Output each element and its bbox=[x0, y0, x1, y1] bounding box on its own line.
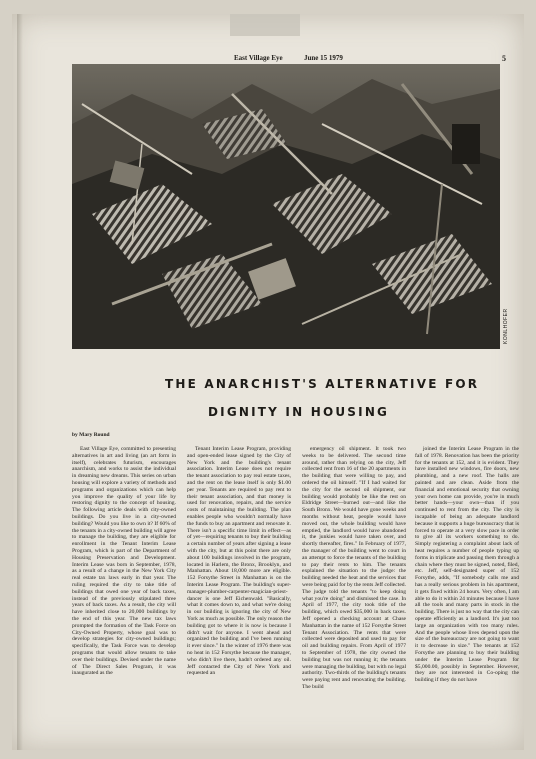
column-1-text: East Village Eye, committed to presenting alternatives in art and living (an art form in itself), celebrates futurism, encourages anarchism, and works to assist the individual in dreaming new dreams. This series on urban housing will explore a variety of methods and programs and organizations which can help you improve the quality of your life by restoring dignity to the concept of housing. The following article deals with city-owned buildings. Do you live in a city-owned building? Would you like to own it? If 60% of the tenants in a city-owned building will agree to manage the building, they are eligible for enrollment in the Tenant Interim Lease Program, which is part of the Department of Housing Preservation and Development. Interim Lease was born in September, 1978, as a result of a change in the New York City real estate tax laws early in that year. The ruling required the city to take title of buildings that owed one year of back taxes, instead of the previously stipulated three years of back taxes. As a result, the city will have inherited close to 20,000 buildings by the end of this year. The new tax laws prompted the formation of the Task Force on City-Owned Property, whose goal was to develop strategies for city-owned buildings; specifically, the Task Force was to develop programs that would allow tenants to take over their buildings. Devised under the name of The Direct Sales Program, it was inaugurated as the bbox=[72, 446, 176, 677]
newspaper-page bbox=[12, 14, 524, 750]
article-column-4 bbox=[415, 446, 519, 684]
tape-strip bbox=[230, 14, 300, 36]
byline: by Mary Round bbox=[72, 432, 110, 438]
column-2-text: Tenant Interim Lease Program, providing and open-ended lease signed by the City of New York and the building's tenant association. Interim Lease does not require the tenant association to pay real estate taxes, and the rent on the lease itself is only $1.00 per year. Tenants are required to pay rent to their tenant association, and that money is used for renovation, repairs, and the service costs of maintaining the building. The plan enables people who wouldn't normally have the funds to buy an apartment and renovate it. There isn't a specific time limit in effect—as of yet—requiring tenants to buy their building a certain number of years after signing a lease with the city, but at this point there are only about 100 buildings involved in the program, located in Harlem, the Bronx, Brooklyn, and Manhattan. About 18,000 more are eligible. 152 Forsythe Street in Manhattan is on the Interim Lease Program. The building's super-manager-plumber-carpenter-magician-priest-dancer is one Jeff Eichenwald. "Basically, what it comes down to, and what we're doing in our building is ignoring the city of New York as much as possible. The only reason the building got to where it is now is because I didn't wait for anyone. I went ahead and organized the building and I've been running it ever since." In the winter of 1976 there was no heat in 152 Forsythe because the manager, who didn't live there, hadn't ordered any oil. Jeff contacted the City of New York and requested an bbox=[187, 446, 291, 677]
rubble-photo-graphic bbox=[72, 64, 500, 349]
article-column-1 bbox=[72, 446, 176, 677]
page-edge-shadow bbox=[17, 14, 23, 750]
publication-name: East Village Eye bbox=[234, 54, 283, 62]
headline-line-1: THE ANARCHIST'S ALTERNATIVE FOR bbox=[165, 377, 480, 391]
rubble-photo bbox=[72, 64, 500, 349]
article-column-3 bbox=[302, 446, 406, 691]
column-3-text: emergency oil shipment. It took two weeks to be delivered. The second time around, rather than relying on the city, Jeff collected rent from 16 of the 20 apartments in the building that were willing to pay, and ordered the oil himself. "If I had waited for the city for the second oil shipment, our building would probably be like the rest on Eldridge Street—burned out—and like the South Bronx. We would have gone weeks and months without heat, people would have moved out, the whole building would have emptied, the landlord would have abandoned it, the junkies would have taken over, and shortly thereafter, fires." In February of 1977, the manager of the building went to court in an attempt to force the tenants of the building to pay their rents to him. The tenants explained the situation to the judge: the building needed the heat and the services that were being paid for by the rents Jeff collected. The judge told the tenants "to keep doing what you're doing" and dismissed the case. In April of 1977, the city took title of the building, which owed $35,000 in back taxes. Jeff opened a checking account at Chase Manhattan in the name of 152 Forsythe Street Tenant Association. The rents that were collected were deposited and used to pay for oil and building repairs. From April of 1977 to September of 1978, the city owned the building but was not running it; the tenants were managing the building, but with no legal authority. Two-thirds of the building's tenants were paying rent and renovating the building. The build bbox=[302, 446, 406, 690]
headline-line-2: DIGNITY IN HOUSING bbox=[208, 405, 390, 419]
page-number: 5 bbox=[502, 54, 506, 63]
photo-credit: KONLHOFER bbox=[503, 308, 509, 344]
column-4-text: joined the Interim Lease Program in the fall of 1978. Renovation has been the priority for the tenants at 152, and it is evident. They have installed new windows, fire doors, new plumbing, and a new roof. The halls are painted and are clean. Aside from the financial and emotional security that owning your own home can provide, you're in much better hands—your own—than if you continued to rent from the city. The city is incapable of being an adequate landlord because it supports a huge bureaucracy that is forced to operate at a very slow pace in order to give all its workers something to do. Simply registering a complaint about lack of heat requires a number of people typing up forms in triplicate and passing them through a chain where they must be signed, noted, filed, etc. Jeff, self-designated super of 152 Forsythe, adds, "If somebody calls me and has a really serious problem in his apartment, it gets fixed within 24 hours. Very often, I am able to do it within 24 minutes because I have all the tools and many parts in stock in the building. There is just no way that the city can operate efficiently as a landlord. It's just too large an organization with too many rules. And the people whose lives depend upon the size of the bureaucracy are not going to want it to decrease in size." The tenants at 152 Forsythe are planning to buy their building under the Interim Lease Program for $5,000.00, possibly in September. However, they are not interested in Co-oping the building if they do not have bbox=[415, 446, 519, 684]
issue-date: June 15 1979 bbox=[304, 54, 343, 62]
article-column-2 bbox=[187, 446, 291, 677]
